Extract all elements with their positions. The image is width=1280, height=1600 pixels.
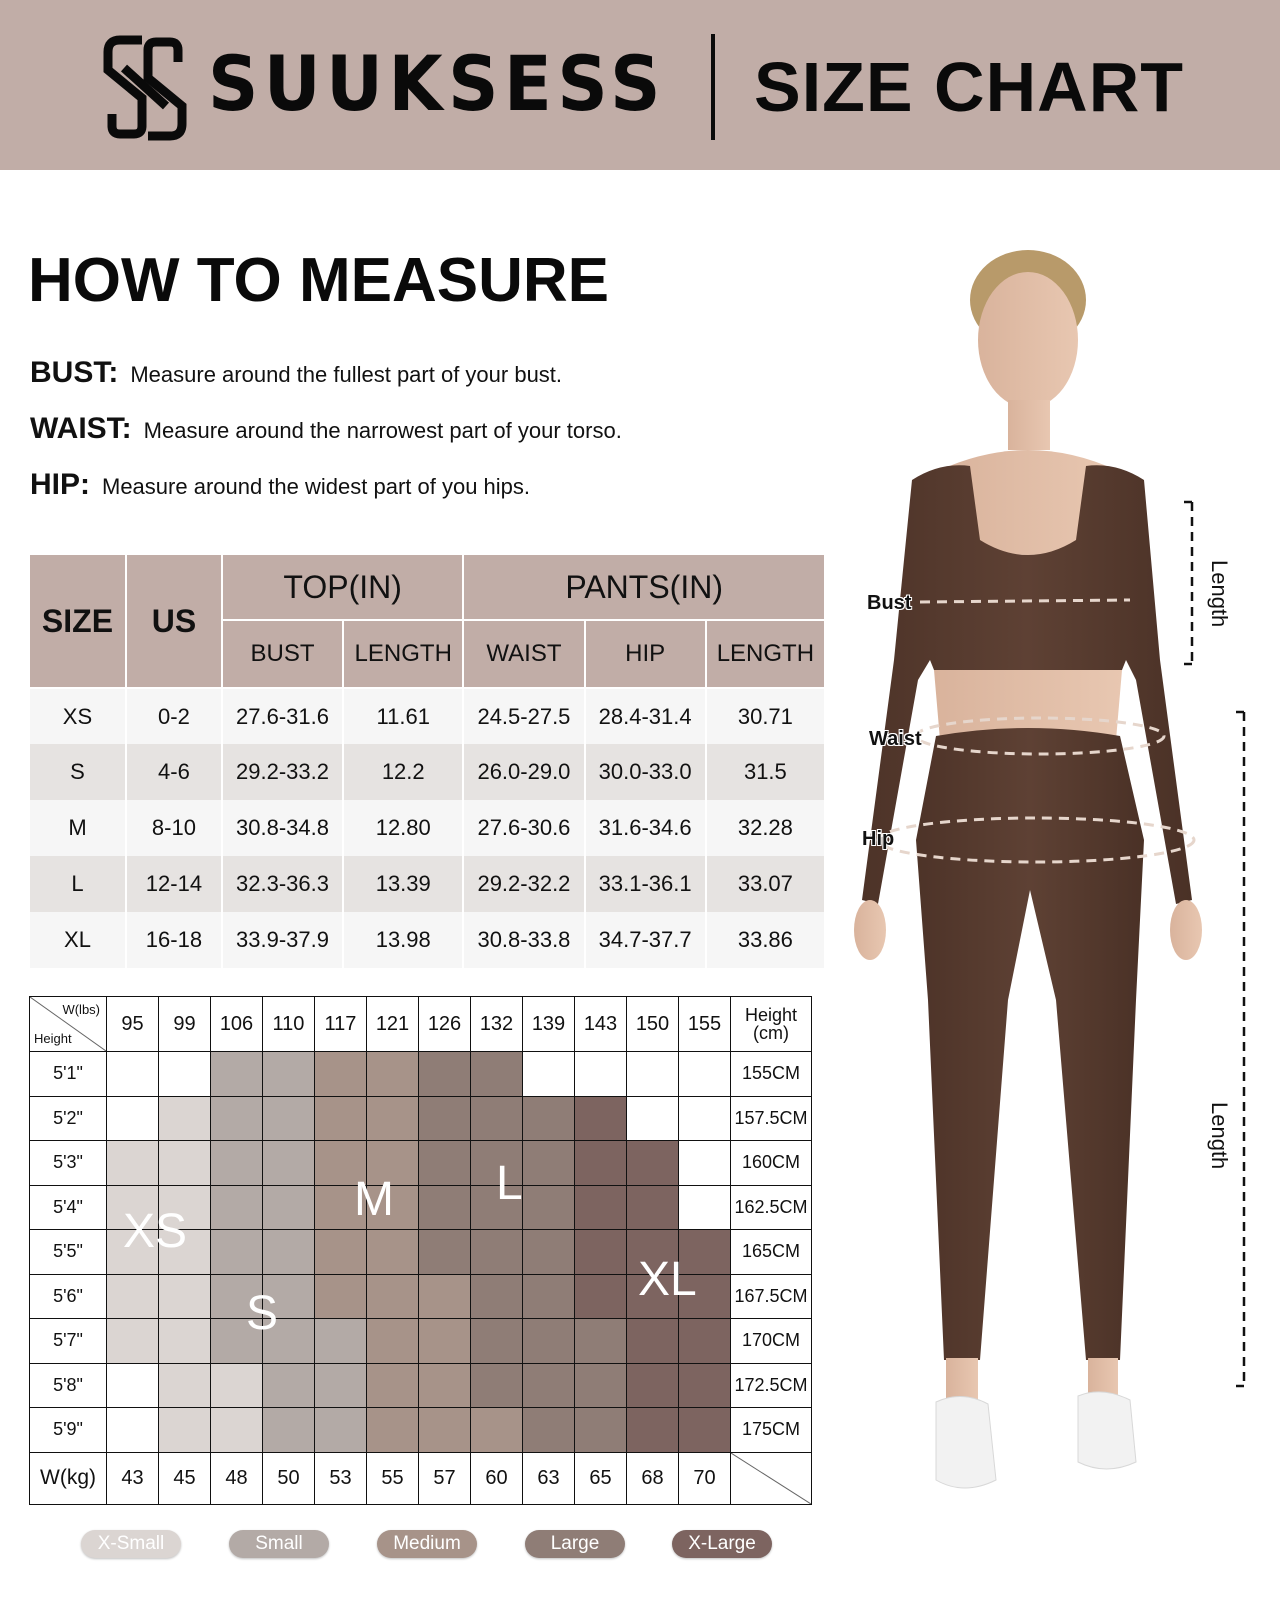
- height-ft-label: 5'3": [30, 1141, 107, 1186]
- size-cell-s: [263, 1096, 315, 1141]
- size-cell-l: [523, 1230, 575, 1275]
- cell-waist: 26.0-29.0: [463, 744, 584, 800]
- height-cm-label: 165CM: [731, 1230, 812, 1275]
- height-row: [30, 1141, 812, 1186]
- header-size: SIZE: [29, 554, 126, 688]
- weight-lbs-cell: 121: [367, 997, 419, 1052]
- cell-pants-length: 30.71: [706, 688, 825, 744]
- weight-lbs-cell: 143: [575, 997, 627, 1052]
- cell-bust: 33.9-37.9: [222, 912, 343, 968]
- cell-bust: 30.8-34.8: [222, 800, 343, 856]
- cell-size: XL: [29, 912, 126, 968]
- size-cell-xl: [627, 1408, 679, 1453]
- size-measurement-table: [28, 553, 826, 968]
- grid-end-corner-cell: [731, 1452, 812, 1504]
- weight-kg-cell: 48: [211, 1452, 263, 1504]
- zone-label-s: S: [246, 1287, 279, 1340]
- weight-lbs-cell: 117: [315, 997, 367, 1052]
- size-cell-s: [211, 1319, 263, 1364]
- header-us: US: [126, 554, 222, 688]
- top-length-label: Length: [1207, 560, 1232, 628]
- size-cell-xl: [679, 1363, 731, 1408]
- ss-monogram-logo-icon: [102, 34, 188, 142]
- cell-pants-length: 33.07: [706, 856, 825, 912]
- size-cell-l: [523, 1141, 575, 1186]
- size-cell-l: [471, 1274, 523, 1319]
- cell-pants-length: 31.5: [706, 744, 825, 800]
- size-row: [29, 800, 825, 856]
- height-cm-label: 155CM: [731, 1052, 812, 1097]
- size-cell-empty: [627, 1096, 679, 1141]
- height-ft-label: 5'2": [30, 1096, 107, 1141]
- cell-waist: 30.8-33.8: [463, 912, 584, 968]
- size-cell-xl: [575, 1141, 627, 1186]
- size-cell-l: [419, 1096, 471, 1141]
- header-top-length: LENGTH: [343, 620, 463, 688]
- height-ft-label: 5'5": [30, 1230, 107, 1275]
- size-cell-xs: [159, 1185, 211, 1230]
- size-cell-empty: [107, 1096, 159, 1141]
- weight-kg-label: W(kg): [30, 1452, 107, 1504]
- size-cell-l: [471, 1141, 523, 1186]
- corner-height-label: Height: [34, 1031, 72, 1046]
- size-row: [29, 856, 825, 912]
- size-cell-s: [263, 1052, 315, 1097]
- weight-kg-cell: 63: [523, 1452, 575, 1504]
- size-cell-s: [211, 1141, 263, 1186]
- size-cell-m: [367, 1141, 419, 1186]
- size-cell-xs: [107, 1185, 159, 1230]
- size-cell-s: [211, 1185, 263, 1230]
- weight-lbs-cell: 150: [627, 997, 679, 1052]
- weight-kg-cell: 65: [575, 1452, 627, 1504]
- size-cell-xl: [627, 1141, 679, 1186]
- size-cell-l: [523, 1185, 575, 1230]
- size-cell-m: [367, 1408, 419, 1453]
- size-cell-xs: [211, 1408, 263, 1453]
- size-cell-l: [419, 1052, 471, 1097]
- page-title: SIZE CHART: [754, 48, 1184, 126]
- size-cell-xs: [159, 1141, 211, 1186]
- size-cell-s: [211, 1230, 263, 1275]
- pants-length-label: Length: [1207, 1102, 1232, 1170]
- size-cell-s: [263, 1408, 315, 1453]
- size-cell-m: [367, 1185, 419, 1230]
- size-cell-s: [315, 1408, 367, 1453]
- size-cell-m: [419, 1408, 471, 1453]
- height-cm-label: 172.5CM: [731, 1363, 812, 1408]
- size-cell-empty: [107, 1363, 159, 1408]
- weight-lbs-cell: 126: [419, 997, 471, 1052]
- size-cell-m: [419, 1319, 471, 1364]
- size-cell-xs: [159, 1096, 211, 1141]
- size-cell-xl: [679, 1274, 731, 1319]
- header-top-group: TOP(IN): [222, 554, 463, 620]
- measure-instruction-waist: [30, 414, 622, 444]
- size-cell-s: [315, 1319, 367, 1364]
- height-row: [30, 1319, 812, 1364]
- height-cm-header-line1: Height: [744, 1005, 798, 1025]
- size-cell-l: [471, 1363, 523, 1408]
- size-cell-empty: [679, 1096, 731, 1141]
- cell-pants-length: 32.28: [706, 800, 825, 856]
- size-cell-l: [523, 1096, 575, 1141]
- weight-kg-cell: 43: [107, 1452, 159, 1504]
- size-cell-l: [523, 1408, 575, 1453]
- weight-kg-cell: 50: [263, 1452, 315, 1504]
- cell-hip: 30.0-33.0: [585, 744, 706, 800]
- weight-kg-row: [30, 1452, 812, 1504]
- size-cell-empty: [627, 1052, 679, 1097]
- size-cell-l: [523, 1274, 575, 1319]
- size-cell-xl: [575, 1274, 627, 1319]
- height-cm-label: 157.5CM: [731, 1096, 812, 1141]
- size-cell-s: [211, 1274, 263, 1319]
- measure-text: Measure around the narrowest part of your torso.: [143, 418, 622, 443]
- cell-size: L: [29, 856, 126, 912]
- header-divider: [711, 34, 715, 140]
- measure-text: Measure around the widest part of you hips.: [102, 474, 531, 499]
- size-cell-m: [315, 1141, 367, 1186]
- size-cell-empty: [159, 1052, 211, 1097]
- size-cell-xl: [679, 1319, 731, 1364]
- cell-top-length: 11.61: [343, 688, 463, 744]
- cell-bust: 32.3-36.3: [222, 856, 343, 912]
- weight-kg-cell: 57: [419, 1452, 471, 1504]
- size-cell-s: [211, 1096, 263, 1141]
- zone-label-xl: XL: [638, 1253, 697, 1306]
- size-cell-l: [575, 1363, 627, 1408]
- header-pants-group: PANTS(IN): [463, 554, 825, 620]
- cell-hip: 28.4-31.4: [585, 688, 706, 744]
- cell-size: S: [29, 744, 126, 800]
- weight-lbs-cell: 139: [523, 997, 575, 1052]
- size-cell-xl: [627, 1230, 679, 1275]
- measure-instruction-hip: [30, 470, 530, 500]
- height-ft-label: 5'7": [30, 1319, 107, 1364]
- weight-lbs-cell: 155: [679, 997, 731, 1052]
- cell-us: 12-14: [126, 856, 222, 912]
- zone-label-l: L: [496, 1157, 523, 1210]
- legend-small: Small: [229, 1530, 329, 1558]
- measure-text: Measure around the fullest part of your bust.: [130, 362, 563, 387]
- height-ft-label: 5'4": [30, 1185, 107, 1230]
- size-cell-l: [471, 1185, 523, 1230]
- size-cell-xs: [107, 1141, 159, 1186]
- cell-top-length: 13.39: [343, 856, 463, 912]
- size-row: [29, 912, 825, 968]
- size-cell-m: [367, 1274, 419, 1319]
- legend-x-small: X-Small: [81, 1530, 181, 1558]
- size-cell-s: [211, 1052, 263, 1097]
- size-cell-xs: [107, 1230, 159, 1275]
- height-cm-label: 162.5CM: [731, 1185, 812, 1230]
- weight-kg-cell: 70: [679, 1452, 731, 1504]
- weight-lbs-header-row: [30, 997, 812, 1052]
- header-waist: WAIST: [463, 620, 584, 688]
- size-cell-empty: [679, 1052, 731, 1097]
- header-pants-length: LENGTH: [706, 620, 825, 688]
- weight-kg-cell: 68: [627, 1452, 679, 1504]
- size-row: [29, 688, 825, 744]
- waist-label: Waist: [869, 728, 922, 750]
- size-cell-xs: [159, 1363, 211, 1408]
- size-cell-l: [575, 1319, 627, 1364]
- how-to-measure-title: HOW TO MEASURE: [28, 246, 609, 315]
- model-photo: [840, 240, 1280, 1580]
- cell-waist: 24.5-27.5: [463, 688, 584, 744]
- brand-name: SUUKSESS: [208, 39, 666, 128]
- header-bust: BUST: [222, 620, 343, 688]
- cell-size: M: [29, 800, 126, 856]
- height-row: [30, 1363, 812, 1408]
- height-ft-label: 5'1": [30, 1052, 107, 1097]
- cell-top-length: 12.2: [343, 744, 463, 800]
- diagonal-divider-icon: [731, 1453, 811, 1504]
- cell-us: 0-2: [126, 688, 222, 744]
- measure-label: HIP:: [30, 468, 90, 501]
- size-cell-xl: [627, 1274, 679, 1319]
- header-hip: HIP: [585, 620, 706, 688]
- measure-label: WAIST:: [30, 412, 132, 445]
- legend-x-large: X-Large: [672, 1530, 772, 1558]
- size-cell-xl: [679, 1408, 731, 1453]
- size-cell-xl: [627, 1363, 679, 1408]
- size-cell-xl: [679, 1230, 731, 1275]
- size-cell-m: [471, 1408, 523, 1453]
- weight-kg-cell: 45: [159, 1452, 211, 1504]
- weight-lbs-cell: 132: [471, 997, 523, 1052]
- size-cell-empty: [523, 1052, 575, 1097]
- size-cell-m: [367, 1363, 419, 1408]
- hip-label: Hip: [862, 828, 895, 850]
- size-cell-xl: [627, 1319, 679, 1364]
- size-cell-m: [367, 1319, 419, 1364]
- size-cell-s: [263, 1363, 315, 1408]
- size-cell-xl: [575, 1230, 627, 1275]
- weight-lbs-cell: 99: [159, 997, 211, 1052]
- cell-bust: 27.6-31.6: [222, 688, 343, 744]
- size-cell-m: [367, 1230, 419, 1275]
- height-cm-label: 160CM: [731, 1141, 812, 1186]
- cell-waist: 29.2-32.2: [463, 856, 584, 912]
- zone-label-m: M: [354, 1173, 394, 1226]
- size-cell-l: [575, 1408, 627, 1453]
- size-cell-l: [471, 1052, 523, 1097]
- measure-instruction-bust: [30, 358, 562, 388]
- cell-hip: 33.1-36.1: [585, 856, 706, 912]
- legend-large: Large: [525, 1530, 625, 1558]
- cell-hip: 31.6-34.6: [585, 800, 706, 856]
- size-cell-s: [315, 1363, 367, 1408]
- size-cell-xl: [627, 1185, 679, 1230]
- model-figure-illustration: [840, 240, 1280, 1580]
- header-banner: [0, 0, 1280, 170]
- bust-label: Bust: [867, 592, 912, 614]
- size-cell-l: [471, 1230, 523, 1275]
- size-cell-xs: [159, 1274, 211, 1319]
- size-cell-empty: [107, 1408, 159, 1453]
- size-cell-m: [315, 1096, 367, 1141]
- size-cell-xs: [159, 1319, 211, 1364]
- size-cell-xs: [211, 1363, 263, 1408]
- height-cm-label: 170CM: [731, 1319, 812, 1364]
- size-cell-empty: [679, 1185, 731, 1230]
- size-cell-l: [523, 1363, 575, 1408]
- weight-kg-cell: 60: [471, 1452, 523, 1504]
- size-cell-empty: [679, 1141, 731, 1186]
- cell-waist: 27.6-30.6: [463, 800, 584, 856]
- height-cm-header: [731, 997, 812, 1052]
- height-row: [30, 1274, 812, 1319]
- size-cell-m: [315, 1052, 367, 1097]
- cell-hip: 34.7-37.7: [585, 912, 706, 968]
- size-cell-s: [263, 1319, 315, 1364]
- size-cell-m: [315, 1230, 367, 1275]
- size-cell-xl: [575, 1096, 627, 1141]
- size-cell-m: [315, 1185, 367, 1230]
- height-cm-header-line2: (cm): [753, 1023, 789, 1043]
- cell-top-length: 12.80: [343, 800, 463, 856]
- legend-medium: Medium: [377, 1530, 477, 1558]
- size-cell-s: [263, 1274, 315, 1319]
- size-cell-xs: [107, 1319, 159, 1364]
- grid-corner-cell: [30, 997, 107, 1052]
- weight-lbs-cell: 110: [263, 997, 315, 1052]
- measure-label: BUST:: [30, 356, 119, 389]
- height-ft-label: 5'6": [30, 1274, 107, 1319]
- height-row: [30, 1408, 812, 1453]
- weight-height-size-grid: [29, 996, 812, 1505]
- height-ft-label: 5'9": [30, 1408, 107, 1453]
- height-cm-label: 167.5CM: [731, 1274, 812, 1319]
- size-cell-l: [419, 1141, 471, 1186]
- height-row: [30, 1185, 812, 1230]
- size-cell-s: [263, 1230, 315, 1275]
- size-cell-xs: [159, 1408, 211, 1453]
- size-cell-m: [367, 1096, 419, 1141]
- size-cell-l: [471, 1319, 523, 1364]
- zone-label-xs: XS: [123, 1205, 188, 1258]
- size-cell-empty: [107, 1052, 159, 1097]
- size-cell-l: [419, 1230, 471, 1275]
- height-row: [30, 1230, 812, 1275]
- size-cell-m: [367, 1052, 419, 1097]
- size-cell-empty: [575, 1052, 627, 1097]
- height-row: [30, 1052, 812, 1097]
- size-cell-l: [523, 1319, 575, 1364]
- height-ft-label: 5'8": [30, 1363, 107, 1408]
- size-cell-s: [263, 1141, 315, 1186]
- size-cell-m: [419, 1274, 471, 1319]
- weight-lbs-cell: 95: [107, 997, 159, 1052]
- size-cell-xs: [159, 1230, 211, 1275]
- size-cell-l: [419, 1185, 471, 1230]
- cell-size: XS: [29, 688, 126, 744]
- size-row: [29, 744, 825, 800]
- weight-lbs-cell: 106: [211, 997, 263, 1052]
- weight-kg-cell: 55: [367, 1452, 419, 1504]
- cell-pants-length: 33.86: [706, 912, 825, 968]
- size-cell-m: [419, 1363, 471, 1408]
- cell-us: 16-18: [126, 912, 222, 968]
- cell-us: 8-10: [126, 800, 222, 856]
- weight-kg-cell: 53: [315, 1452, 367, 1504]
- size-cell-m: [315, 1274, 367, 1319]
- size-cell-s: [263, 1185, 315, 1230]
- height-row: [30, 1096, 812, 1141]
- size-cell-xl: [575, 1185, 627, 1230]
- cell-bust: 29.2-33.2: [222, 744, 343, 800]
- cell-us: 4-6: [126, 744, 222, 800]
- cell-top-length: 13.98: [343, 912, 463, 968]
- size-cell-l: [471, 1096, 523, 1141]
- size-cell-xs: [107, 1274, 159, 1319]
- height-cm-label: 175CM: [731, 1408, 812, 1453]
- corner-weight-label: W(lbs): [62, 1002, 100, 1017]
